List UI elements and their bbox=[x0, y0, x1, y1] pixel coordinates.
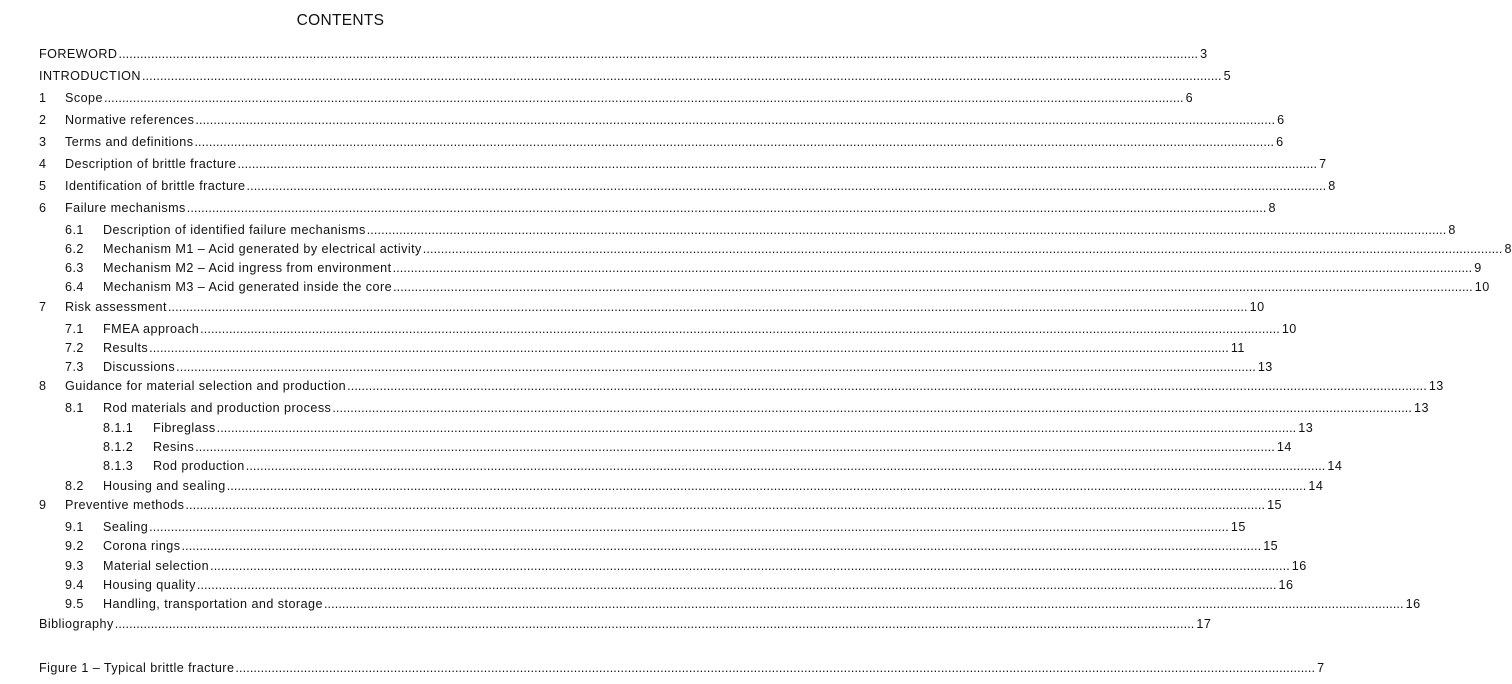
dot-leader: ............................................................................................................................................................................................................................................................................................................ bbox=[194, 135, 1275, 149]
toc-entry-number: 8.2 bbox=[65, 479, 84, 493]
dot-leader: ............................................................................................................................................................................................................................................................................................................ bbox=[226, 479, 1307, 493]
toc-entry-page: 9 bbox=[1474, 261, 1482, 275]
dot-leader: ............................................................................................................................................................................................................................................................................................................ bbox=[392, 261, 1473, 275]
toc-entry-page: 8 bbox=[1268, 201, 1276, 215]
dot-leader: ............................................................................................................................................................................................................................................................................................................ bbox=[103, 91, 1184, 105]
toc-entry-number: 7.3 bbox=[65, 360, 84, 374]
dot-leader: ............................................................................................................................................................................................................................................................................................................ bbox=[185, 498, 1266, 512]
toc-entry-page: 3 bbox=[1200, 47, 1208, 61]
toc-entry[interactable] bbox=[65, 321, 1297, 337]
toc-entry-number: 9.4 bbox=[65, 578, 84, 592]
dot-leader: ............................................................................................................................................................................................................................................................................................................ bbox=[181, 539, 1262, 553]
toc-entry[interactable] bbox=[39, 178, 1336, 194]
toc-entry[interactable] bbox=[39, 134, 1284, 150]
dot-leader: ............................................................................................................................................................................................................................................................................................................ bbox=[176, 360, 1256, 374]
toc-entry[interactable] bbox=[65, 478, 1324, 494]
toc-entry-page: 16 bbox=[1291, 559, 1307, 573]
toc-entry-page: 10 bbox=[1281, 322, 1297, 336]
toc-entry[interactable] bbox=[39, 156, 1327, 172]
toc-entry[interactable] bbox=[39, 90, 1194, 106]
dot-leader: ............................................................................................................................................................................................................................................................................................................ bbox=[210, 559, 1290, 573]
toc-entry[interactable] bbox=[65, 577, 1294, 593]
toc-entry-page: 10 bbox=[1249, 300, 1265, 314]
toc-entry-number: 2 bbox=[39, 113, 47, 127]
dot-leader: ............................................................................................................................................................................................................................................................................................................ bbox=[195, 440, 1275, 454]
toc-entry[interactable] bbox=[39, 200, 1276, 216]
toc-entry-page: 7 bbox=[1317, 661, 1325, 675]
toc-entry-label: Mechanism M1 – Acid generated by electrical activity bbox=[103, 242, 422, 256]
dot-leader: ............................................................................................................................................................................................................................................................................................................ bbox=[114, 617, 1195, 631]
toc-entry[interactable] bbox=[103, 458, 1343, 474]
toc-entry[interactable] bbox=[65, 558, 1307, 574]
toc-entry-page: 7 bbox=[1319, 157, 1327, 171]
dot-leader: ............................................................................................................................................................................................................................................................................................................ bbox=[149, 341, 1229, 355]
toc-entry-number: 8.1.3 bbox=[103, 459, 134, 473]
toc-entry-label: Failure mechanisms bbox=[65, 201, 186, 215]
page-title: CONTENTS bbox=[296, 12, 385, 29]
dot-leader: ............................................................................................................................................................................................................................................................................................................ bbox=[118, 47, 1199, 61]
toc-entry-label: Material selection bbox=[103, 559, 210, 573]
dot-leader: ............................................................................................................................................................................................................................................................................................................ bbox=[246, 179, 1327, 193]
toc-entry-page: 16 bbox=[1405, 597, 1421, 611]
toc-entry-page: 14 bbox=[1276, 440, 1292, 454]
toc-entry-label: Bibliography bbox=[39, 617, 114, 631]
toc-entry-number: 1 bbox=[39, 91, 47, 105]
toc-entry-label: Figure 1 – Typical brittle fracture bbox=[39, 661, 235, 675]
toc-entry[interactable] bbox=[65, 260, 1482, 276]
dot-leader: ............................................................................................................................................................................................................................................................................................................ bbox=[141, 69, 1222, 83]
toc-entry-number: 8.1 bbox=[65, 401, 84, 415]
toc-entry-number: 8 bbox=[39, 379, 47, 393]
toc-entry-label: Handling, transportation and storage bbox=[103, 597, 323, 611]
toc-entry[interactable] bbox=[65, 519, 1246, 535]
toc-entry-page: 10 bbox=[1474, 280, 1490, 294]
toc-entry-label: Sealing bbox=[103, 520, 149, 534]
toc-entry-number: 6.4 bbox=[65, 280, 84, 294]
toc-entry-page: 5 bbox=[1223, 69, 1232, 83]
toc-entry-label: Scope bbox=[65, 91, 103, 105]
toc-entry-page: 6 bbox=[1185, 91, 1194, 105]
dot-leader: ............................................................................................................................................................................................................................................................................................................ bbox=[195, 113, 1276, 127]
toc-entry-label: Housing quality bbox=[103, 578, 196, 592]
dot-leader: ............................................................................................................................................................................................................................................................................................................ bbox=[186, 201, 1267, 215]
toc-entry-label: Description of brittle fracture bbox=[65, 157, 237, 171]
dot-leader: ............................................................................................................................................................................................................................................................................................................ bbox=[245, 459, 1326, 473]
dot-leader: ............................................................................................................................................................................................................................................................................................................ bbox=[167, 300, 1248, 314]
toc-entry-label: Fibreglass bbox=[153, 421, 216, 435]
toc-entry-label: FOREWORD bbox=[39, 47, 118, 61]
toc-entry-page: 17 bbox=[1196, 617, 1212, 631]
toc-entry-label: Guidance for material selection and production bbox=[65, 379, 347, 393]
toc-entry-label: Housing and sealing bbox=[103, 479, 226, 493]
toc-entry-label: Preventive methods bbox=[65, 498, 185, 512]
toc-entry-label: Mechanism M3 – Acid generated inside the core bbox=[103, 280, 393, 294]
toc-entry-page: 13 bbox=[1298, 421, 1314, 435]
dot-leader: ............................................................................................................................................................................................................................................................................................................ bbox=[393, 280, 1473, 294]
toc-entry-number: 4 bbox=[39, 157, 47, 171]
toc-entry-page: 6 bbox=[1276, 135, 1284, 149]
toc-entry-page: 11 bbox=[1230, 341, 1245, 355]
toc-entry-page: 16 bbox=[1278, 578, 1294, 592]
toc-entry-page: 6 bbox=[1277, 113, 1285, 127]
dot-leader: ............................................................................................................................................................................................................................................................................................................ bbox=[196, 578, 1277, 592]
toc-entry-number: 5 bbox=[39, 179, 47, 193]
toc-entry-page: 8 bbox=[1504, 242, 1512, 256]
toc-entry-page: 14 bbox=[1308, 479, 1324, 493]
toc-entry-page: 15 bbox=[1267, 498, 1283, 512]
toc-entry-page: 13 bbox=[1428, 379, 1444, 393]
dot-leader: ............................................................................................................................................................................................................................................................................................................ bbox=[216, 421, 1297, 435]
toc-entry[interactable] bbox=[65, 241, 1512, 257]
toc-entry[interactable] bbox=[39, 660, 1325, 676]
toc-entry-page: 8 bbox=[1448, 223, 1456, 237]
toc-entry[interactable] bbox=[39, 616, 1212, 632]
dot-leader: ............................................................................................................................................................................................................................................................................................................ bbox=[323, 597, 1404, 611]
toc-entry[interactable] bbox=[103, 439, 1292, 455]
toc-entry[interactable] bbox=[65, 596, 1421, 612]
toc-entry-label: Rod materials and production process bbox=[103, 401, 332, 415]
toc-entry[interactable] bbox=[39, 46, 1208, 62]
toc-entry-number: 9.3 bbox=[65, 559, 84, 573]
toc-entry-number: 9.5 bbox=[65, 597, 84, 611]
toc-entry-label: Discussions bbox=[103, 360, 176, 374]
dot-leader: ............................................................................................................................................................................................................................................................................................................ bbox=[347, 379, 1427, 393]
toc-entry-page: 14 bbox=[1327, 459, 1343, 473]
dot-leader: ............................................................................................................................................................................................................................................................................................................ bbox=[235, 661, 1316, 675]
dot-leader: ............................................................................................................................................................................................................................................................................................................ bbox=[149, 520, 1229, 534]
toc-entry-number: 3 bbox=[39, 135, 47, 149]
toc-entry[interactable] bbox=[39, 378, 1444, 394]
toc-entry-number: 7.2 bbox=[65, 341, 84, 355]
toc-entry-number: 6.3 bbox=[65, 261, 84, 275]
toc-entry-page: 13 bbox=[1257, 360, 1273, 374]
toc-entry[interactable] bbox=[39, 299, 1265, 315]
toc-entry-number: 6.2 bbox=[65, 242, 84, 256]
toc-entry-label: Identification of brittle fracture bbox=[65, 179, 246, 193]
toc-entry-page: 15 bbox=[1230, 520, 1246, 534]
toc-entry-label: Mechanism M2 – Acid ingress from environment bbox=[103, 261, 392, 275]
toc-entry-number: 6.1 bbox=[65, 223, 84, 237]
toc-entry[interactable] bbox=[65, 538, 1279, 554]
toc-entry-number: 9.2 bbox=[65, 539, 84, 553]
toc-entry-label: Resins bbox=[153, 440, 195, 454]
toc-entry[interactable] bbox=[39, 68, 1232, 84]
toc-entry[interactable] bbox=[65, 400, 1429, 416]
toc-entry-page: 15 bbox=[1263, 539, 1279, 553]
toc-entry-label: Risk assessment bbox=[65, 300, 167, 314]
toc-entry-number: 9 bbox=[39, 498, 47, 512]
dot-leader: ............................................................................................................................................................................................................................................................................................................ bbox=[200, 322, 1280, 336]
toc-entry-label: Description of identified failure mechanisms bbox=[103, 223, 366, 237]
toc-entry-number: 7.1 bbox=[65, 322, 84, 336]
toc-entry-number: 7 bbox=[39, 300, 47, 314]
toc-entry-label: Normative references bbox=[65, 113, 195, 127]
dot-leader: ............................................................................................................................................................................................................................................................................................................ bbox=[366, 223, 1447, 237]
toc-entry-number: 6 bbox=[39, 201, 47, 215]
toc-entry[interactable] bbox=[39, 497, 1283, 513]
toc-entry-page: 8 bbox=[1328, 179, 1336, 193]
toc-entry-label: Results bbox=[103, 341, 149, 355]
dot-leader: ............................................................................................................................................................................................................................................................................................................ bbox=[332, 401, 1412, 415]
toc-entry-label: Rod production bbox=[153, 459, 245, 473]
toc-entry-number: 8.1.2 bbox=[103, 440, 134, 454]
toc-entry[interactable] bbox=[65, 279, 1490, 295]
toc-entry[interactable] bbox=[65, 359, 1273, 375]
toc-entry-label: INTRODUCTION bbox=[39, 69, 141, 83]
dot-leader: ............................................................................................................................................................................................................................................................................................................ bbox=[237, 157, 1318, 171]
toc-entry[interactable] bbox=[65, 340, 1245, 356]
toc-entry-page: 13 bbox=[1414, 401, 1429, 415]
dot-leader: ............................................................................................................................................................................................................................................................................................................ bbox=[422, 242, 1503, 256]
toc-entry-label: Terms and definitions bbox=[65, 135, 194, 149]
toc-entry-number: 9.1 bbox=[65, 520, 84, 534]
toc-entry-number: 8.1.1 bbox=[103, 421, 134, 435]
toc-entry-label: Corona rings bbox=[103, 539, 181, 553]
toc-entry[interactable] bbox=[65, 222, 1456, 238]
toc-entry[interactable] bbox=[39, 112, 1285, 128]
toc-entry[interactable] bbox=[103, 420, 1314, 436]
toc-entry-label: FMEA approach bbox=[103, 322, 200, 336]
